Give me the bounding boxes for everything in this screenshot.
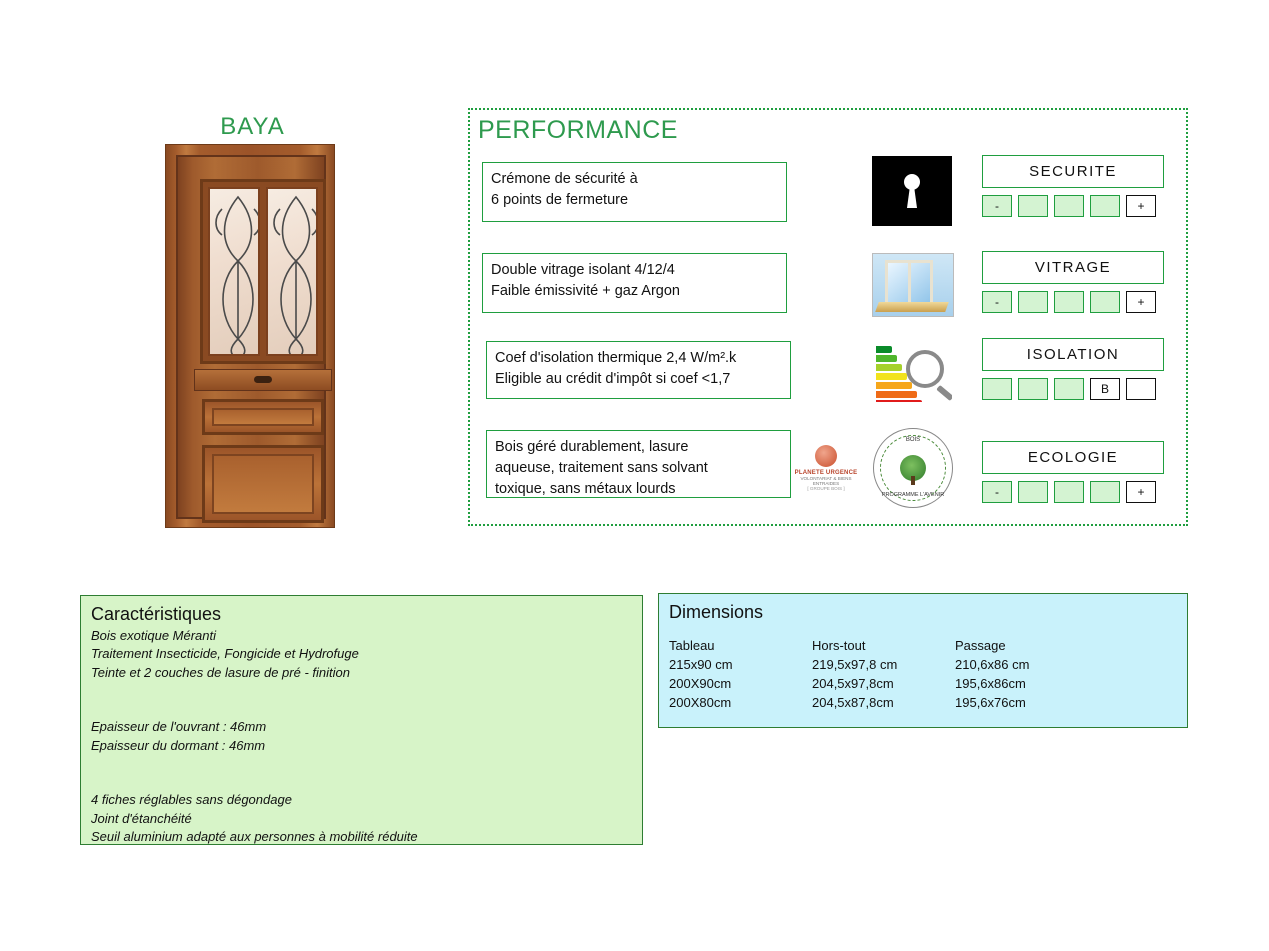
rating-cell bbox=[1054, 291, 1084, 313]
category-vitrage: VITRAGE bbox=[982, 251, 1164, 284]
rating-scale-ecologie bbox=[982, 481, 1156, 503]
column-header: Tableau bbox=[669, 638, 715, 653]
glass-pane-right bbox=[266, 187, 318, 356]
column-header: Hors-tout bbox=[812, 638, 866, 653]
perf-text-line: Coef d'isolation thermique 2,4 W/m².k bbox=[495, 350, 737, 366]
performance-description-isolation bbox=[486, 341, 791, 399]
rating-cell-plus: + bbox=[1126, 195, 1156, 217]
page-title: BAYA bbox=[220, 113, 285, 140]
caracteristiques-item: Traitement Insecticide, Fongicide et Hydrofuge bbox=[91, 646, 359, 662]
category-securite: SECURITE bbox=[982, 155, 1164, 188]
door-frame bbox=[165, 144, 335, 528]
table-cell: 204,5x97,8cm bbox=[812, 675, 894, 691]
dimensions-panel bbox=[658, 593, 1188, 728]
rating-cell bbox=[1090, 195, 1120, 217]
rating-cell bbox=[1018, 291, 1048, 313]
logo-line-1: PLANETE URGENCE bbox=[794, 470, 858, 476]
caracteristiques-item: Bois exotique Méranti bbox=[91, 628, 217, 643]
spacer bbox=[91, 755, 632, 773]
caracteristiques-item: Epaisseur de l'ouvrant : 46mm bbox=[91, 719, 267, 735]
rating-cell-grade: B bbox=[1090, 378, 1120, 400]
performance-description-ecologie bbox=[486, 430, 791, 498]
perf-text-line: Faible émissivité + gaz Argon bbox=[491, 283, 680, 300]
planete-urgence-logo bbox=[787, 440, 865, 496]
table-row bbox=[669, 656, 1177, 675]
caracteristiques-title: Caractéristiques bbox=[91, 604, 222, 624]
perf-text-line: 6 points de fermeture bbox=[491, 192, 629, 209]
energy-label-icon bbox=[872, 340, 952, 402]
door-product-image bbox=[165, 144, 335, 528]
rating-cell bbox=[1018, 195, 1048, 217]
rating-cell bbox=[1018, 481, 1048, 503]
table-cell: 204,5x87,8cm bbox=[812, 694, 894, 710]
door-handle bbox=[254, 376, 272, 383]
table-header-row bbox=[669, 637, 1177, 656]
category-ecologie: ECOLOGIE bbox=[982, 441, 1164, 474]
spacer bbox=[91, 773, 632, 791]
perf-text-line: toxique, sans métaux lourds bbox=[495, 481, 676, 498]
table-row bbox=[669, 694, 1177, 713]
perf-text-line: Eligible au crédit d'impôt si coef <1,7 bbox=[495, 371, 731, 388]
rating-cell-plus: + bbox=[1126, 481, 1156, 503]
category-isolation: ISOLATION bbox=[982, 338, 1164, 371]
pefc-top-text: BOIS bbox=[905, 437, 921, 443]
window-icon bbox=[872, 253, 954, 317]
rating-cell-minus: - bbox=[982, 481, 1012, 503]
logo-line-3: [ GROUPE BOIS ] bbox=[807, 486, 845, 491]
door-inner-panel bbox=[176, 155, 326, 519]
table-cell: 195,6x86cm bbox=[955, 675, 1026, 691]
performance-title: PERFORMANCE bbox=[478, 116, 678, 144]
rating-cell-minus: - bbox=[982, 291, 1012, 313]
rating-cell bbox=[1126, 378, 1156, 400]
rating-cell bbox=[982, 378, 1012, 400]
rating-cell bbox=[1054, 378, 1084, 400]
pefc-bottom-text: PROGRAMME L'AVENIR bbox=[881, 492, 945, 498]
column-header: Passage bbox=[955, 638, 1006, 653]
tree-icon bbox=[900, 455, 926, 481]
caracteristiques-panel bbox=[80, 595, 643, 845]
logo-line-2: VOLONTARIAT & BIENS ENTRAIDES bbox=[800, 476, 852, 486]
table-cell: 200X80cm bbox=[669, 694, 732, 710]
dimensions-title: Dimensions bbox=[669, 602, 764, 622]
rating-cell bbox=[1018, 378, 1048, 400]
spacer bbox=[91, 682, 632, 700]
spacer bbox=[91, 700, 632, 718]
rating-scale-securite bbox=[982, 195, 1156, 217]
pefc-logo bbox=[873, 428, 953, 508]
rating-cell-minus: - bbox=[982, 195, 1012, 217]
performance-description-vitrage bbox=[482, 253, 787, 313]
table-cell: 219,5x97,8 cm bbox=[812, 656, 898, 672]
performance-panel bbox=[468, 108, 1188, 526]
rating-scale-isolation bbox=[982, 378, 1156, 400]
rating-cell bbox=[1090, 481, 1120, 503]
door-panel-upper bbox=[202, 399, 324, 435]
dimensions-table bbox=[669, 637, 1177, 712]
rating-cell bbox=[1054, 195, 1084, 217]
table-cell: 210,6x86 cm bbox=[955, 656, 1030, 672]
perf-text-line: Double vitrage isolant 4/12/4 bbox=[491, 262, 675, 278]
table-cell: 195,6x76cm bbox=[955, 694, 1026, 710]
perf-text-line: aqueuse, traitement sans solvant bbox=[495, 460, 708, 477]
caracteristiques-item: Epaisseur du dormant : 46mm bbox=[91, 737, 266, 753]
caracteristiques-item: Joint d'étanchéité bbox=[91, 810, 192, 826]
table-cell: 215x90 cm bbox=[669, 656, 733, 672]
caracteristiques-item: Teinte et 2 couches de lasure de pré - finition bbox=[91, 664, 350, 680]
rating-cell bbox=[1054, 481, 1084, 503]
planete-urgence-emblem bbox=[815, 445, 837, 467]
caracteristiques-item: Seuil aluminium adapté aux personnes à mobilité réduite bbox=[91, 829, 418, 845]
caracteristiques-item: 4 fiches réglables sans dégondage bbox=[91, 792, 292, 808]
table-cell: 200X90cm bbox=[669, 675, 732, 691]
door-panel-lower bbox=[202, 445, 324, 523]
glass-pane-left bbox=[208, 187, 260, 356]
perf-text-line: Crémone de sécurité à bbox=[491, 171, 638, 187]
rating-cell-plus: + bbox=[1126, 291, 1156, 313]
table-row bbox=[669, 675, 1177, 694]
door-glass-area bbox=[200, 179, 326, 364]
rating-cell bbox=[1090, 291, 1120, 313]
perf-text-line: Bois géré durablement, lasure bbox=[495, 439, 689, 455]
rating-scale-vitrage bbox=[982, 291, 1156, 313]
